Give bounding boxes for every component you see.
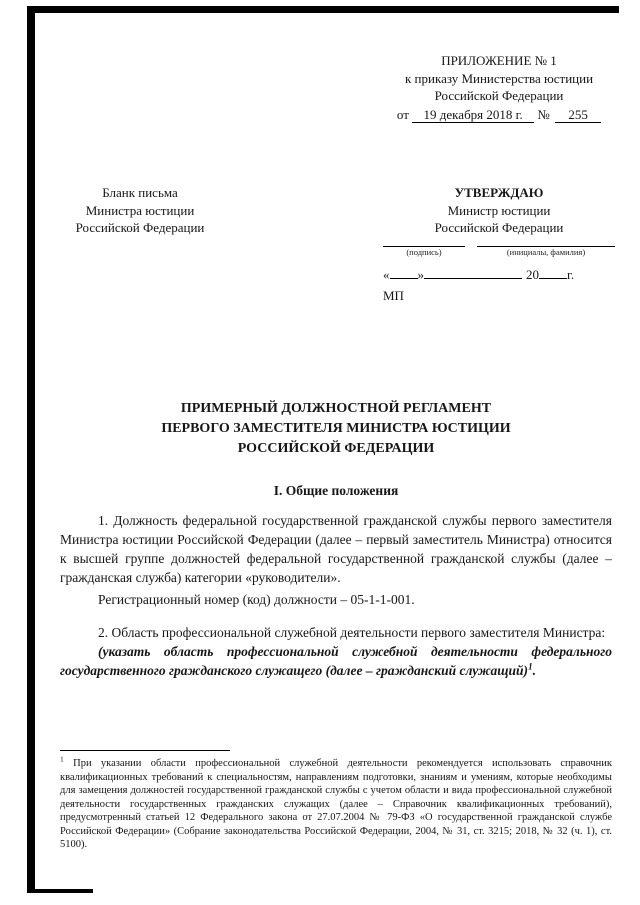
approval-date-line [383,266,615,284]
section-heading: I. Общие положения [273,483,399,498]
document-title-line-3: РОССИЙСКОЙ ФЕДЕРАЦИИ [237,441,435,456]
paragraph-2: 2. Область профессиональной служебной деятельности первого заместителя Министра: [98,625,606,640]
initials-label: (инициалы, фамилия) [506,246,586,257]
footnote-text: При указании области профессиональной служебной деятельности рекомендуется использовать справочник квалификационных требований к специальностям, направлениям подготовки, знаниям и умениям, которые необходимы для замещения должностей государственной гражданской службы с учетом области и вида профессиональной служебной деятельности государственных гражданских служащих (далее – Справочник квалификационных требований), предусмотренный статьей 12 Федерального закона от 27.07.2004 № 79-ФЗ «О государственной гражданской службе Российской Федерации» (Собрание законодательства Российской Федерации, 2004, № 31, ст. 3215; 2018, № 32 (ч. 1), ст. 5100). [60,758,613,850]
footnote-divider [60,750,230,751]
signature-field [383,246,465,258]
appendix-date-prefix: от [396,106,409,122]
paragraph-2-note [60,642,612,680]
appendix-number-value: 255 [555,107,601,123]
footnote [60,754,613,852]
year-prefix: 20 [526,266,539,282]
appendix-line-3: Российской Федерации [434,88,564,103]
letterhead-line-2: Министра юстиции [85,202,195,218]
document-title-line-2: ПЕРВОГО ЗАМЕСТИТЕЛЯ МИНИСТРА ЮСТИЦИИ [161,421,511,436]
initials-field [477,246,615,258]
stamp-mp: МП [383,288,404,303]
letterhead-block [56,184,224,237]
day-blank [390,278,418,279]
year-suffix: г. [567,266,575,282]
appendix-line-2: к приказу Министерства юстиции [404,70,594,86]
signature-row [383,246,615,258]
note-period: . [532,663,536,678]
signature-label: (подпись) [406,246,442,257]
quote-close: » [417,266,424,282]
paragraph-1: 1. Должность федеральной государственной гражданской службы первого заместителя Министра юстиции Российской Федерации (далее – первый заместитель Министра) относится к высшей группе должностей федеральной государственной гражданской службы (далее – гражданская служба) категории «руководители». [60,513,612,585]
letterhead-line-1: Бланк письма [102,185,178,200]
scan-border-foot [27,889,93,893]
document-body [60,511,612,680]
registration-number-line: Регистрационный номер (код) должности – 05-1-1-001. [98,592,415,607]
footnote-ref: 1 [60,754,64,764]
note-text: (указать область профессиональной служебной деятельности федерального государственного гражданского служащего (далее – гражданский служащий) [60,644,612,678]
appendix-date-line [383,106,615,124]
appendix-line-1: ПРИЛОЖЕНИЕ № 1 [441,53,557,68]
approval-block [383,184,615,305]
scan-border-top [27,6,619,13]
appendix-date-value: 19 декабря 2018 г. [412,107,534,123]
year-blank [539,278,567,279]
document-title [60,399,612,459]
appendix-number-sign: № [537,106,550,122]
document-title-line-1: ПРИМЕРНЫЙ ДОЛЖНОСТНОЙ РЕГЛАМЕНТ [180,401,492,416]
approval-line-3: Российской Федерации [434,220,564,235]
scan-border-left [27,6,35,892]
footnote-ref-inline: 1 [528,661,533,672]
appendix-block [383,52,615,123]
letterhead-line-3: Российской Федерации [75,220,205,235]
approval-title: УТВЕРЖДАЮ [454,185,544,200]
approval-line-2: Министр юстиции [447,202,551,218]
quote-open: « [383,266,390,282]
month-blank [424,278,522,279]
